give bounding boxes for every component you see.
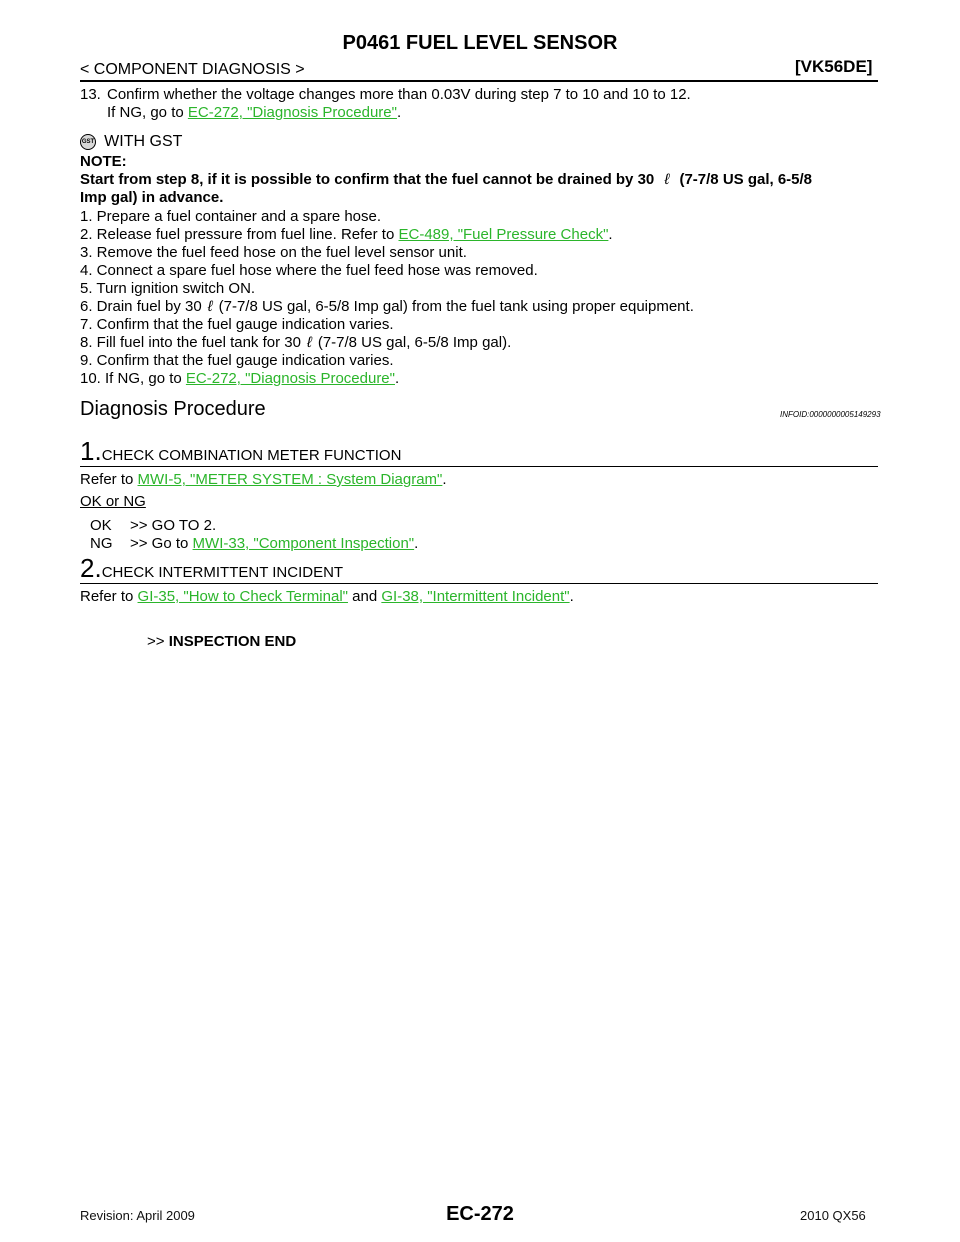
- ok-text: >> GO TO 2.: [130, 517, 217, 534]
- diagnosis-procedure-link[interactable]: EC-272, "Diagnosis Procedure": [187, 104, 397, 121]
- engine-code: [VK56DE]: [795, 57, 873, 76]
- diagnosis-procedure-link[interactable]: EC-272, "Diagnosis Procedure": [185, 370, 395, 387]
- step-13-ng-prefix: If NG, go to: [107, 104, 188, 121]
- gst-step-4: 4. Connect a spare fuel hose where the fuel feed hose was removed.: [80, 262, 538, 279]
- check-step-1-number: 1.: [80, 436, 102, 466]
- fuel-pressure-check-link[interactable]: EC-489, "Fuel Pressure Check": [398, 226, 609, 243]
- liter-unit: ℓ: [207, 298, 213, 315]
- how-to-check-terminal-link[interactable]: GI-35, "How to Check Terminal": [137, 588, 348, 605]
- end-prefix: >>: [147, 633, 169, 650]
- and-text: and: [347, 588, 382, 605]
- step-13-number: 13.: [80, 86, 101, 103]
- note-label: NOTE:: [80, 153, 127, 170]
- ng-label: NG: [90, 535, 113, 552]
- section-label: < COMPONENT DIAGNOSIS >: [80, 61, 305, 78]
- refer-prefix: Refer to: [80, 588, 138, 605]
- check-step-2-number: 2.: [80, 553, 102, 583]
- check-step-2-refer: [80, 588, 574, 606]
- intermittent-incident-link[interactable]: GI-38, "Intermittent Incident": [381, 588, 570, 605]
- liter-unit: ℓ: [306, 334, 312, 351]
- refer-suffix: .: [442, 471, 447, 488]
- ng-text: >> Go to: [130, 535, 193, 552]
- ok-or-ng-label: OK or NG: [80, 493, 146, 510]
- note-line-1: [80, 171, 812, 189]
- inspection-end-label: INSPECTION END: [168, 633, 297, 650]
- header-rule: [80, 80, 878, 82]
- with-gst-line: [80, 133, 182, 151]
- gst-step-8: [80, 334, 511, 352]
- gst-step-2-suffix: .: [608, 226, 613, 243]
- ng-line: [130, 535, 418, 553]
- gst-step-5: 5. Turn ignition switch ON.: [80, 280, 256, 297]
- gst-step-10: [80, 370, 399, 388]
- step-rule: [80, 583, 878, 584]
- gst-step-9: 9. Confirm that the fuel gauge indication varies.: [80, 352, 394, 369]
- step-13-ng-suffix: .: [396, 104, 402, 121]
- revision-date: Revision: April 2009: [80, 1208, 195, 1223]
- gst-step-8-text: 8. Fill fuel into the fuel tank for 30: [80, 334, 301, 351]
- gst-step-3: 3. Remove the fuel feed hose on the fuel level sensor unit.: [80, 244, 467, 261]
- gst-step-10-suffix: .: [394, 370, 400, 387]
- section-heading: Diagnosis Procedure: [80, 398, 266, 420]
- check-step-1-title: CHECK COMBINATION METER FUNCTION: [101, 447, 402, 464]
- check-step-1-refer: [80, 471, 447, 489]
- note-line-1-a: Start from step 8, if it is possible to confirm that the fuel cannot be drained by 30: [80, 171, 655, 188]
- step-13-text: Confirm whether the voltage changes more than 0.03V during step 7 to 10 and 10 to 12.: [107, 86, 691, 103]
- step-rule: [80, 466, 878, 467]
- gst-step-6-text: 6. Drain fuel by 30: [80, 298, 202, 315]
- gst-step-10-text: 10. If NG, go to: [80, 370, 186, 387]
- check-step-1-heading: [80, 437, 401, 465]
- model-year: 2010 QX56: [800, 1208, 866, 1223]
- step-13-ng-line: [107, 104, 401, 122]
- with-gst-label: WITH GST: [104, 133, 183, 150]
- meter-system-diagram-link[interactable]: MWI-5, "METER SYSTEM : System Diagram": [137, 471, 443, 488]
- gst-step-6-rest: (7-7/8 US gal, 6-5/8 Imp gal) from the fuel tank using proper equipment.: [218, 298, 694, 315]
- gst-step-2-text: 2. Release fuel pressure from fuel line. Refer to: [80, 226, 399, 243]
- gst-step-6: [80, 298, 694, 316]
- refer-suffix: .: [569, 588, 574, 605]
- ok-label: OK: [90, 517, 112, 534]
- check-step-2-title: CHECK INTERMITTENT INCIDENT: [101, 564, 344, 581]
- page-number: EC-272: [446, 1203, 514, 1225]
- info-id: INFOID:0000000005149293: [780, 410, 881, 419]
- page-title: P0461 FUEL LEVEL SENSOR: [342, 32, 618, 54]
- gst-step-8-rest: (7-7/8 US gal, 6-5/8 Imp gal).: [317, 334, 512, 351]
- note-line-1-b: (7-7/8 US gal, 6-5/8: [679, 171, 813, 188]
- liter-unit: ℓ: [664, 171, 670, 188]
- note-line-2: Imp gal) in advance.: [80, 189, 224, 206]
- gst-icon: GST: [80, 134, 96, 150]
- check-step-2-heading: [80, 554, 343, 582]
- refer-prefix: Refer to: [80, 471, 138, 488]
- ng-suffix: .: [414, 535, 419, 552]
- gst-step-2: [80, 226, 613, 244]
- gst-step-1: 1. Prepare a fuel container and a spare hose.: [80, 208, 382, 225]
- component-inspection-link[interactable]: MWI-33, "Component Inspection": [192, 535, 415, 552]
- gst-step-7: 7. Confirm that the fuel gauge indication varies.: [80, 316, 394, 333]
- inspection-end-line: [147, 633, 296, 651]
